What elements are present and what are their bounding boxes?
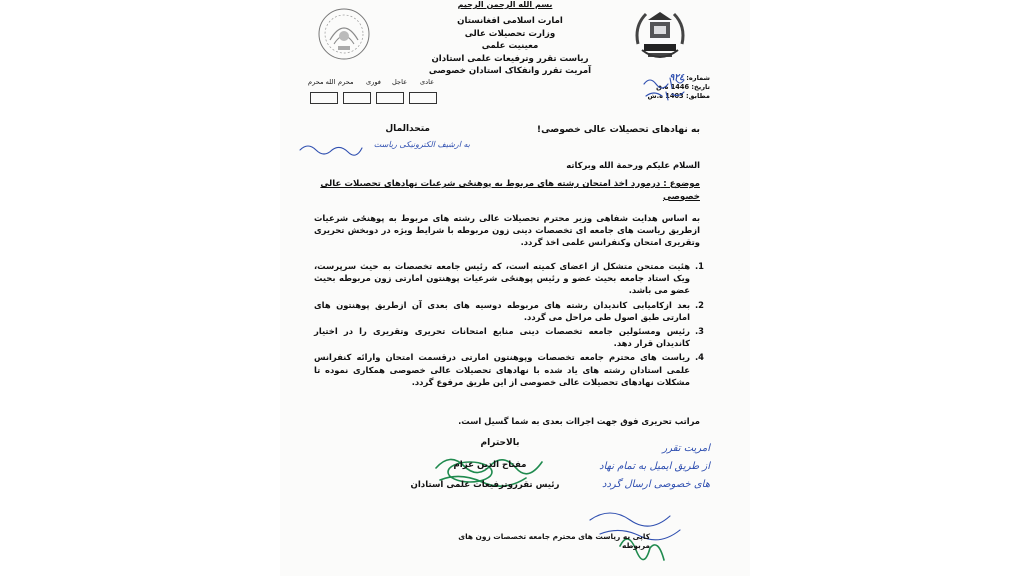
signer-title: رئیس تقرروترفیعات علمی استادان [410,480,560,490]
letterhead [410,15,610,78]
emirate-emblem [628,4,692,68]
handwritten-line: از طریق ایمیل به تمام نهاد [599,461,710,472]
list-item [314,351,704,388]
bismillah-heading: بسم الله الرحمن الرحیم [457,0,553,9]
priority-immediate-label: فوری [366,78,381,86]
priority-top-confidential-label: الله محرم [308,78,336,86]
priority-box [310,92,338,104]
priority-normal-label: عادی [420,78,435,86]
handwritten-note [550,440,710,494]
header-line: امارت اسلامی افغانستان [457,16,563,26]
signer-name: مفتاح الدین عزام [453,460,527,470]
list-item-number: 1. [694,261,704,271]
list-item-text: هئیت ممتحن متشکل از اعضای کمیته است، که رئیس جامعه تخصصات به حیث سرپرست، ویک استاد جامعه بحیث عضو و رئیس پوهنځی شرعیات پوهنتون امارتی زون مربوطه بحیث عضو می باشد. [314,261,690,296]
list-item-number: 3. [694,326,704,337]
date-hijri: 1446 ه.ق [656,83,690,91]
respect-closing: بالاحترام [480,438,520,448]
handwritten-line: امریت تقرر [662,443,710,454]
closing-line: مراتب تحریری فوق جهت اجراات بعدی به شما گسیل است. [458,416,700,426]
date-handwriting-icon [640,72,690,102]
header-line: معینیت علمی [481,41,539,51]
subject-label: موضوع : [660,179,700,189]
document-page [280,0,750,576]
priority-box [409,92,437,104]
list-item-text: بعد ازکامیابی کاندیدان رشته های مربوطه دوسیه های بعدی آن ازطریق پوهنتون های امارتی طبق اصول طی مراحل می گردد. [314,299,690,322]
header-line: آمریت تقرر وانفکاک استادان خصوصی [428,66,592,76]
salutation: السلام علیکم ورحمة الله وبرکاته [566,160,700,170]
list-item [314,260,704,297]
numbered-list [314,260,704,388]
circular-label: متحدالمال [385,124,430,134]
addressee: به نهادهای تحصیلات عالی خصوصی! [536,124,700,135]
list-item-text: رئیس ومسئولین جامعه تخصصات دینی منابع امتحانات تحریری وتقریری را در اختیار کاندیدان قرار دهد. [314,326,690,349]
signature-icon [430,448,550,498]
subject-text: درمورد اخذ امتحان رشته های مربوط به پوهنځی شرعیات نهادهای تحصیلات عالی خصوصی [320,179,700,202]
copy-note: کاپی به ریاست های محترم جامعه تخصصات زون های مربوطه [458,532,650,550]
priority-confidential-label: محرم [338,78,354,86]
header-line: وزارت تحصیلات عالی [464,28,556,39]
number-value: ٩٢٤ [669,73,684,83]
archive-note: به ارشیف الکترونیکی ریاست [373,140,470,149]
subject-line [310,178,700,203]
handwritten-line: های خصوصی ارسال گردد [601,479,710,490]
intro-paragraph: به اساس هدایت شفاهی وزیر محترم تحصیلات عالی رشته های مربوط به پوهنځی شرعیات ازطریق ریاست های جامعه ای تخصصات دینی زون مربوطه با شرایط ویژه در دوبخش تحریری وتقریری امتحان وکنفرانس علمی اخذ گردد. [314,213,700,248]
list-item [314,325,704,349]
list-item-text: ریاست های محترم جامعه تخصصات وپوهنتون امارتی درقسمت امتحان وارائه کنفرانس علمی استادان رشته های یاد شده با نهادهای تحصیلات عالی خصوصی همکاری نموده تا مشکلات نهادهای تحصیلات عالی خصوصی از این طریق مرفوع گردد. [314,352,690,387]
priority-urgent-label: عاجل [392,78,408,86]
number-label: شماره: [686,74,710,82]
header-line: ریاست تقرر وترفیعات علمی استادان [431,53,589,64]
date-label: تاریخ: [691,83,710,91]
date-shamsi: 1403 ه.ش [647,92,684,100]
list-item-number: 2. [694,299,704,310]
corresponding-label: مطابق: [685,92,710,100]
ministry-seal-emblem [316,6,372,62]
seal-icon [316,6,372,62]
list-item [314,299,704,323]
coat-of-arms-icon [628,4,692,68]
archive-handwriting-icon [298,140,364,160]
list-item-number: 4. [694,352,704,363]
priority-box [343,92,371,104]
priority-labels [308,78,448,88]
priority-box [376,92,404,104]
